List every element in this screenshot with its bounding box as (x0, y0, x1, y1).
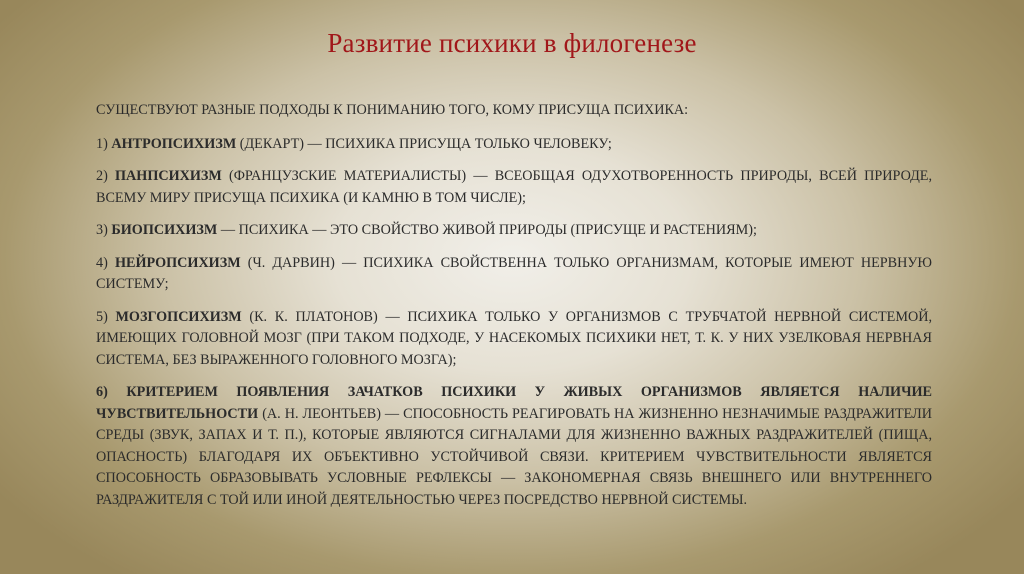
item-6-term: КРИТЕРИЕМ ПОЯВЛЕНИЯ ЗАЧАТКОВ ПСИХИКИ У ЖИВЫХ ОРГАНИЗМОВ ЯВЛЯЕТСЯ НАЛИЧИЕ ЧУВСТВИТЕЛЬНОСТИ (96, 384, 933, 422)
item-2-number: 2) (96, 168, 108, 184)
item-1-number: 1) (96, 135, 108, 152)
item-3-term: БИОПСИХИЗМ (111, 222, 218, 238)
item-2-term: ПАНПСИХИЗМ (115, 168, 222, 184)
item-4 (96, 253, 932, 296)
item-5-number: 5) (96, 308, 108, 325)
item-1 (96, 134, 932, 156)
slide-title: Развитие психики в филогенезе (327, 28, 697, 58)
item-6 (96, 382, 932, 511)
item-4-term: НЕЙРОПСИХИЗМ (114, 254, 241, 271)
item-3 (96, 220, 932, 242)
slide-content (96, 100, 932, 522)
item-5-text: (К. К. ПЛАТОНОВ) — ПСИХИКА ТОЛЬКО У ОРГАНИЗМОВ С ТРУБЧАТОЙ НЕРВНОЙ СИСТЕМОЙ, ИМЕЮЩИХ ГОЛОВНОЙ МОЗГ (ПРИ ТАКОМ ПОДХОДЕ, У НАСЕКОМЫХ ПСИХИКИ НЕТ, Т. К. У НИХ УЗЕЛКОВАЯ НЕРВНАЯ СИСТЕМА, БЕЗ ВЫРАЖЕННОГО ГОЛОВНОГО МОЗГА); (96, 308, 933, 368)
item-5-term: МОЗГОПСИХИЗМ (115, 308, 242, 325)
item-4-text: (Ч. ДАРВИН) — ПСИХИКА СВОЙСТВЕННА ТОЛЬКО ОРГАНИЗМАМ, КОТОРЫЕ ИМЕЮТ НЕРВНУЮ СИСТЕМУ; (96, 254, 933, 292)
item-2 (96, 166, 932, 209)
item-1-term: АНТРОПСИХИЗМ (111, 135, 237, 152)
item-2-text: (ФРАНЦУЗСКИЕ МАТЕРИАЛИСТЫ) — ВСЕОБЩАЯ ОДУХОТВОРЕННОСТЬ ПРИРОДЫ, ВСЕЙ ПРИРОДЕ, ВСЕМУ МИРУ ПРИСУЩА ПСИХИКА (И КАМНЮ В ТОМ ЧИСЛЕ); (96, 168, 933, 206)
item-5 (96, 307, 932, 372)
intro-paragraph: СУЩЕСТВУЮТ РАЗНЫЕ ПОДХОДЫ К ПОНИМАНИЮ ТОГО, КОМУ ПРИСУЩА ПСИХИКА: (96, 102, 689, 118)
item-6-number: 6) (96, 384, 108, 400)
item-6-text: (А. Н. ЛЕОНТЬЕВ) — СПОСОБНОСТЬ РЕАГИРОВАТЬ НА ЖИЗНЕННО НЕЗНАЧИМЫЕ РАЗДРАЖИТЕЛИ СРЕДЫ (ЗВУК, ЗАПАХ И Т. П.), КОТОРЫЕ ЯВЛЯЮТСЯ СИГНАЛАМИ ДЛЯ ЖИЗНЕННО ВАЖНЫХ РАЗДРАЖИТЕЛЕЙ (ПИЩА, ОПАСНОСТЬ) БЛАГОДАРЯ ИХ ОБЪЕКТИВНО УСТОЙЧИВОЙ СВЯЗИ. КРИТЕРИЕМ ЧУВСТВИТЕЛЬНОСТИ ЯВЛЯЕТСЯ СПОСОБНОСТЬ ОБРАЗОВЫВАТЬ УСЛОВНЫЕ РЕФЛЕКСЫ — ЗАКОНОМЕРНАЯ СВЯЗЬ ВНЕШНЕГО ИЛИ ВНУТРЕННЕГО РАЗДРАЖИТЕЛЯ С ТОЙ ИЛИ ИНОЙ ДЕЯТЕЛЬНОСТЬЮ ЧЕРЕЗ ПОСРЕДСТВО НЕРВНОЙ СИСТЕМЫ. (96, 405, 932, 508)
item-3-text: — ПСИХИКА — ЭТО СВОЙСТВО ЖИВОЙ ПРИРОДЫ (ПРИСУЩЕ И РАСТЕНИЯМ); (220, 222, 757, 238)
item-4-number: 4) (96, 254, 108, 271)
item-1-text: (ДЕКАРТ) — ПСИХИКА ПРИСУЩА ТОЛЬКО ЧЕЛОВЕКУ; (239, 135, 612, 152)
item-3-number: 3) (96, 222, 108, 238)
